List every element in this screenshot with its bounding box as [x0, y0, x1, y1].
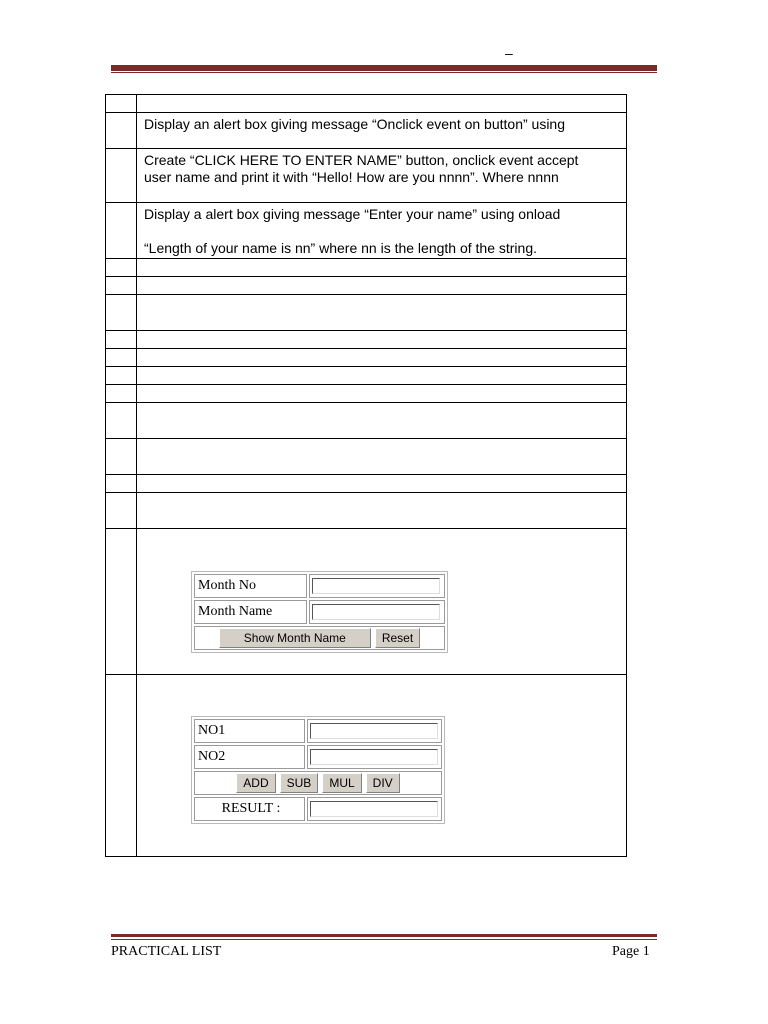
row-text-cell	[137, 113, 627, 149]
table-row	[106, 149, 627, 203]
table-row	[106, 367, 627, 385]
row-number-cell	[106, 331, 137, 349]
month-name-input[interactable]	[312, 604, 440, 620]
row-number-cell	[106, 203, 137, 259]
row-text-cell	[137, 403, 627, 439]
table-row	[106, 349, 627, 367]
result-input[interactable]	[310, 801, 438, 817]
row-number-cell	[106, 439, 137, 475]
header-rule	[111, 65, 657, 71]
row-number-cell	[106, 349, 137, 367]
sub-button[interactable]: SUB	[280, 773, 319, 793]
table-row	[106, 493, 627, 529]
row-number-cell	[106, 149, 137, 203]
table-row	[106, 439, 627, 475]
row-text-cell	[137, 349, 627, 367]
div-button[interactable]: DIV	[366, 773, 400, 793]
table-row	[106, 385, 627, 403]
row-text-cell	[137, 259, 627, 277]
month-form	[191, 571, 448, 653]
result-cell	[307, 797, 442, 821]
row-text-cell	[137, 331, 627, 349]
table-row	[106, 95, 627, 113]
row-number-cell	[106, 403, 137, 439]
table-row	[106, 331, 627, 349]
row-number-cell	[106, 295, 137, 331]
row-text-cell	[137, 149, 627, 203]
row-number-cell	[106, 675, 137, 857]
practical-text: Create “CLICK HERE TO ENTER NAME” button, onclick event accept user name and print it with “Hello! How are you nnnn”. Where nnnn	[144, 152, 579, 185]
row-text-cell	[137, 367, 627, 385]
add-button[interactable]: ADD	[236, 773, 275, 793]
table-row	[106, 277, 627, 295]
row-text-cell	[137, 439, 627, 475]
no2-cell	[307, 745, 442, 769]
month-no-input[interactable]	[312, 578, 440, 594]
no1-label: NO1	[194, 719, 305, 743]
row-number-cell	[106, 475, 137, 493]
row-text-cell	[137, 385, 627, 403]
row-number-cell	[106, 493, 137, 529]
row-number-cell	[106, 259, 137, 277]
calculator-form	[191, 716, 445, 824]
row-number-cell	[106, 95, 137, 113]
row-text-cell	[137, 95, 627, 113]
row-text-cell	[137, 475, 627, 493]
row-text-cell	[137, 295, 627, 331]
table-row	[106, 203, 627, 259]
month-no-label: Month No	[194, 574, 307, 598]
no1-input[interactable]	[310, 723, 438, 739]
month-name-cell	[309, 600, 445, 624]
header-dash: –	[505, 45, 513, 61]
row-text-cell	[137, 277, 627, 295]
row-number-cell	[106, 367, 137, 385]
footer-rule	[111, 934, 657, 937]
month-button-row	[194, 626, 445, 650]
no2-label: NO2	[194, 745, 305, 769]
operation-button-row	[194, 771, 442, 795]
header-rule-thin	[111, 72, 657, 73]
row-number-cell	[106, 113, 137, 149]
row-number-cell	[106, 385, 137, 403]
row-text-cell	[137, 493, 627, 529]
page-number: Page 1	[612, 944, 650, 959]
month-name-label: Month Name	[194, 600, 307, 624]
row-number-cell	[106, 277, 137, 295]
row-text-cell	[137, 203, 627, 259]
no2-input[interactable]	[310, 749, 438, 765]
footer-title: PRACTICAL LIST	[111, 944, 222, 959]
row-number-cell	[106, 529, 137, 675]
no1-cell	[307, 719, 442, 743]
result-label: RESULT :	[194, 797, 305, 821]
reset-button[interactable]: Reset	[375, 628, 420, 648]
table-row	[106, 113, 627, 149]
table-row	[106, 475, 627, 493]
practical-text: Display an alert box giving message “Onclick event on button” using	[144, 116, 565, 132]
show-month-name-button[interactable]: Show Month Name	[219, 628, 371, 648]
table-row	[106, 295, 627, 331]
table-row	[106, 259, 627, 277]
practical-text: Display a alert box giving message “Enter your name” using onload “Length of your name is nn” where nn is the length of the string.	[144, 206, 561, 256]
mul-button[interactable]: MUL	[322, 773, 361, 793]
footer-rule-thin	[111, 939, 657, 940]
table-row	[106, 403, 627, 439]
month-no-cell	[309, 574, 445, 598]
